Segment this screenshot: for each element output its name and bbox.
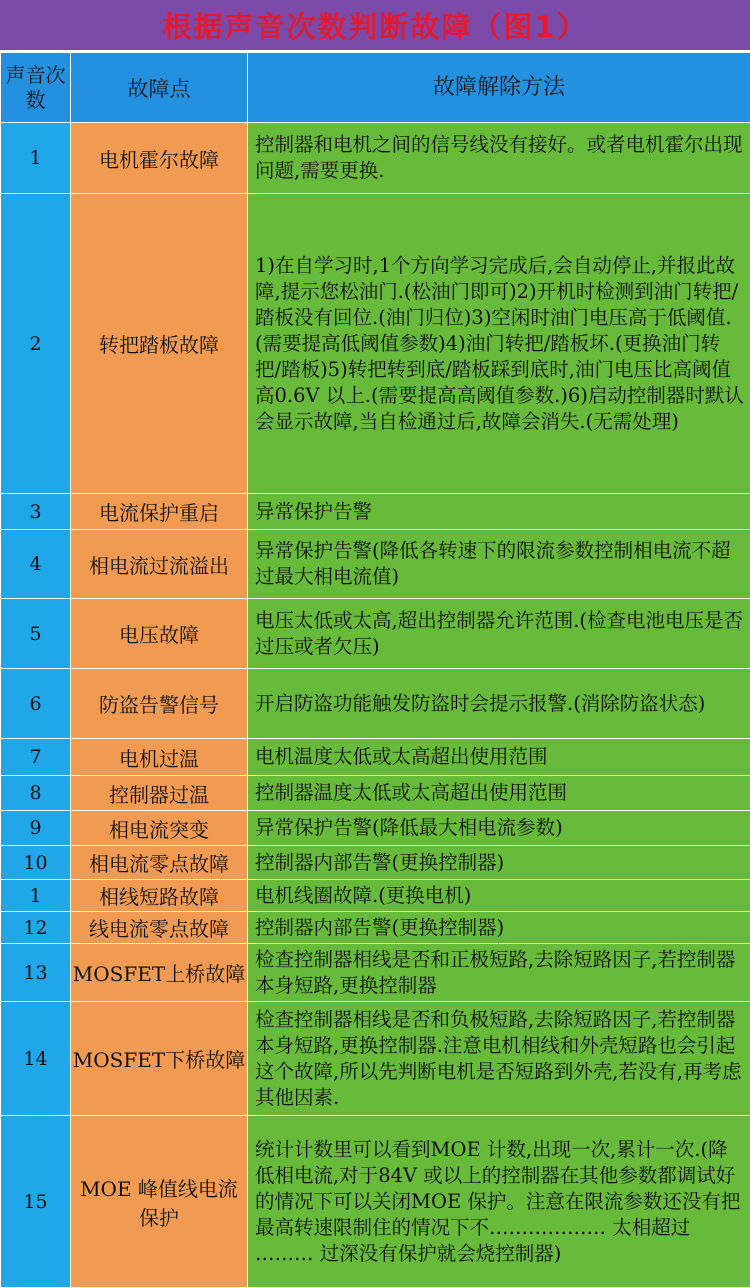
table-row [1, 669, 750, 739]
table-row [1, 880, 750, 912]
row-count: 8 [1, 776, 71, 811]
table-row [1, 912, 750, 944]
row-fault: 转把踏板故障 [71, 194, 248, 494]
row-fix: 统计计数里可以看到MOE 计数,出现一次,累计一次.(降低相电流,对于84V 或以上的控制器在其他参数都调试好的情况下可以关闭MOE 保护。注意在限流参数还没有把最高转速限制住的情况下不……………… 太相超过 ……… 过深没有保护就会烧控制器) [248, 1116, 750, 1288]
row-fix: 检查控制器相线是否和正极短路,去除短路因子,若控制器本身短路,更换控制器 [248, 944, 750, 1002]
row-count: 9 [1, 811, 71, 846]
row-fix: 控制器温度太低或太高超出使用范围 [248, 776, 750, 811]
table-row [1, 811, 750, 846]
table-row [1, 494, 750, 530]
row-fault: MOSFET上桥故障 [71, 944, 248, 1002]
row-count: 3 [1, 494, 71, 530]
row-fix: 控制器内部告警(更换控制器) [248, 912, 750, 944]
row-fix: 电机温度太低或太高超出使用范围 [248, 739, 750, 776]
row-fix: 异常保护告警(降低各转速下的限流参数控制相电流不超过最大相电流值) [248, 530, 750, 599]
row-fault: 防盗告警信号 [71, 669, 248, 739]
row-fix: 异常保护告警 [248, 494, 750, 530]
row-fault: 相电流零点故障 [71, 846, 248, 880]
table-row [1, 599, 750, 669]
table-header-row [1, 53, 750, 123]
row-fix: 开启防盗功能触发防盗时会提示报警.(消除防盗状态) [248, 669, 750, 739]
row-fault: 相电流过流溢出 [71, 530, 248, 599]
row-fix: 控制器内部告警(更换控制器) [248, 846, 750, 880]
table-row [1, 944, 750, 1002]
row-count: 13 [1, 944, 71, 1002]
row-count: 7 [1, 739, 71, 776]
fault-table [0, 52, 750, 1288]
row-fault: 控制器过温 [71, 776, 248, 811]
row-fault: 电机过温 [71, 739, 248, 776]
row-fault: 电机霍尔故障 [71, 123, 248, 194]
row-count: 10 [1, 846, 71, 880]
table-row [1, 194, 750, 494]
row-count: 1 [1, 123, 71, 194]
row-fix: 1)在自学习时,1个方向学习完成后,会自动停止,并报此故障,提示您松油门.(松油门即可)2)开机时检测到油门转把/踏板没有回位.(油门归位)3)空闲时油门电压高于低阈值.(需要提高低阈值参数)4)油门转把/踏板坏.(更换油门转把/踏板)5)转把转到底/踏板踩到底时,油门电压比高阈值高0.6V 以上.(需要提高高阈值参数.)6)启动控制器时默认会显示故障,当自检通过后,故障会消失.(无需处理) [248, 194, 750, 494]
row-count: 15 [1, 1116, 71, 1288]
row-fix: 检查控制器相线是否和负极短路,去除短路因子,若控制器本身短路,更换控制器.注意电机相线和外壳短路也会引起这个故障,所以先判断电机是否短路到外壳,若没有,再考虑其他因素. [248, 1002, 750, 1116]
header-fix: 故障解除方法 [248, 53, 750, 123]
table-row [1, 739, 750, 776]
row-fix: 电压太低或太高,超出控制器允许范围.(检查电池电压是否过压或者欠压) [248, 599, 750, 669]
row-fault: 相电流突变 [71, 811, 248, 846]
row-fault: MOE 峰值线电流保护 [71, 1116, 248, 1288]
table-row [1, 530, 750, 599]
table-row [1, 123, 750, 194]
table-row [1, 1116, 750, 1288]
row-count: 12 [1, 912, 71, 944]
row-fault: 相线短路故障 [71, 880, 248, 912]
row-fix: 异常保护告警(降低最大相电流参数) [248, 811, 750, 846]
header-count: 声音次数 [1, 53, 71, 123]
row-count: 4 [1, 530, 71, 599]
header-fault: 故障点 [71, 53, 248, 123]
row-fault: 线电流零点故障 [71, 912, 248, 944]
row-fault: MOSFET下桥故障 [71, 1002, 248, 1116]
row-fault: 电流保护重启 [71, 494, 248, 530]
row-count: 5 [1, 599, 71, 669]
row-fix: 控制器和电机之间的信号线没有接好。或者电机霍尔出现问题,需要更换. [248, 123, 750, 194]
row-fix: 电机线圈故障.(更换电机) [248, 880, 750, 912]
page-title: 根据声音次数判断故障（图1） [0, 0, 750, 52]
row-count: 14 [1, 1002, 71, 1116]
table-row [1, 1002, 750, 1116]
row-count: 2 [1, 194, 71, 494]
row-count: 6 [1, 669, 71, 739]
table-row [1, 776, 750, 811]
row-fault: 电压故障 [71, 599, 248, 669]
table-row [1, 846, 750, 880]
row-count: 1 [1, 880, 71, 912]
